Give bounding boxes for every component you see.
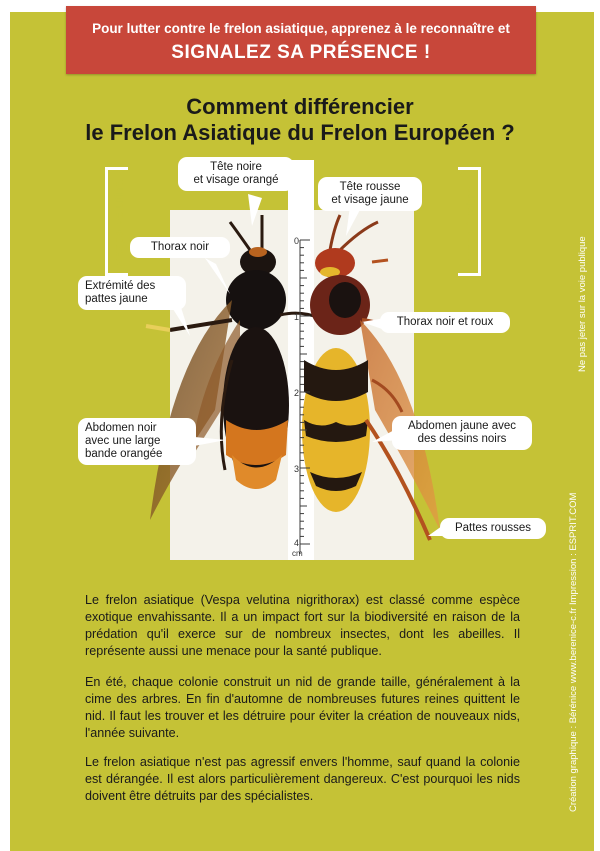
species-label-velutina: Vespa Velutina <box>111 179 126 266</box>
species-label-crabro: Vespa Crabro <box>463 186 478 266</box>
callout-tete-rousse: Tête rousse et visage jaune <box>318 177 422 211</box>
ruler-label-1: 1 <box>294 312 300 322</box>
callout-thorax-noir: Thorax noir <box>130 237 230 258</box>
ruler-label-0: 0 <box>294 236 300 246</box>
paragraph-1: Le frelon asiatique (Vespa velutina nigrithorax) est classé comme espèce exotique envahissante. Il a un impact fort sur la biodiversité en raison de la prédation qu'il exerce sur de nombreux insectes, dont les abeilles. Il représente aussi une menace pour la santé publique. <box>85 593 520 658</box>
banner-line-1: Pour lutter contre le frelon asiatique, apprenez à le reconnaître et <box>92 21 510 36</box>
callout-pattes-rousses: Pattes rousses <box>440 518 546 539</box>
banner-line-2: SIGNALEZ SA PRÉSENCE ! <box>171 42 431 63</box>
credits-creation: Création graphique : Bérénice www.berenice-c.fr Impression : ESPRIT.COM <box>568 492 579 812</box>
callout-extremite-pattes: Extrémité des pattes jaune <box>78 276 186 310</box>
paragraph-3: Le frelon asiatique n'est pas agressif envers l'homme, sauf quand la colonie est dérangée. Il est alors particulièrement dangereux. C'est pourquoi les nids doivent être détruits par des spécialistes. <box>85 755 520 803</box>
credits-notice: Ne pas jeter sur la voie publique <box>577 236 588 372</box>
page-title-line-2: le Frelon Asiatique du Frelon Européen ? <box>85 120 515 145</box>
paragraph-2: En été, chaque colonie construit un nid de grande taille, généralement à la cime des arbres. En fin d'automne de nombreuses futures reines quittent le nid. Il faut les trouver et les détruire pour éviter la création de nouveaux nids, l'année suivante. <box>85 675 520 740</box>
ruler-unit: cm <box>292 549 303 558</box>
ruler-label-4: 4 <box>294 538 300 548</box>
page-title-line-1: Comment différencier <box>186 94 414 119</box>
ruler-label-2: 2 <box>294 388 300 398</box>
callout-tete-noire: Tête noire et visage orangé <box>178 157 294 191</box>
callout-abdomen-jaune: Abdomen jaune avec des dessins noirs <box>392 416 532 450</box>
callout-abdomen-noir: Abdomen noir avec une large bande orangée <box>78 418 196 465</box>
ruler-label-3: 3 <box>294 464 300 474</box>
callout-thorax-noir-roux: Thorax noir et roux <box>380 312 510 333</box>
